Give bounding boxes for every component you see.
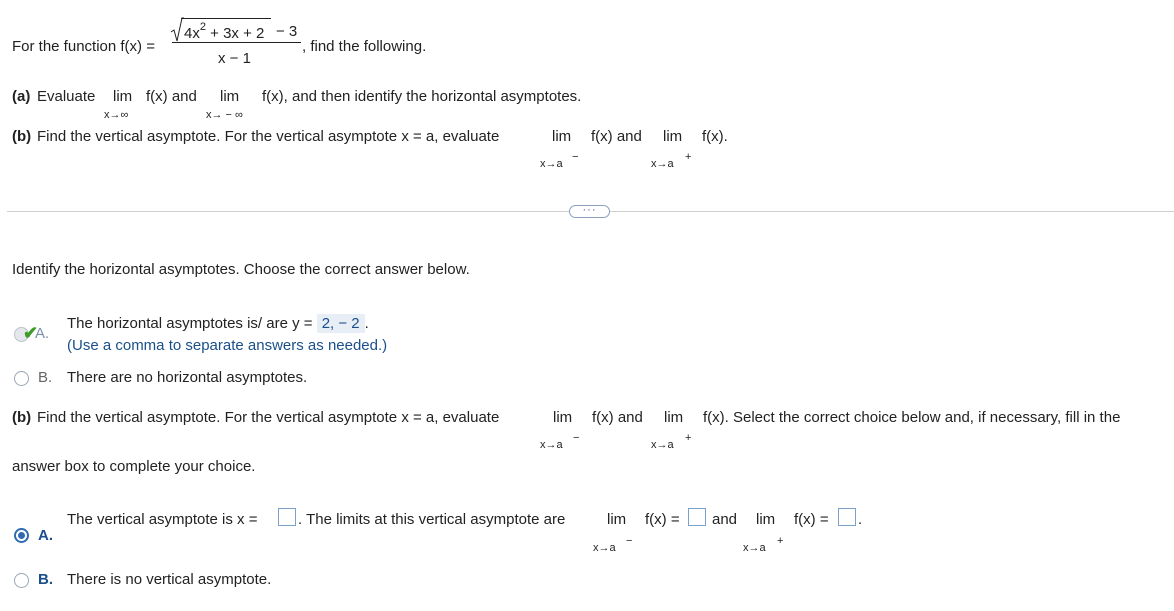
q2-sub2: x→a [651, 439, 674, 451]
part-a-sub1: x→∞ [104, 109, 129, 121]
part-a-text2: f(x), and then identify the horizontal asymptotes. [262, 88, 582, 105]
q2-lim2: lim [664, 409, 684, 426]
radical-sign-icon [170, 17, 184, 43]
q2-choice-a-letter: A. [38, 527, 53, 544]
part-b-lim1: lim [552, 128, 572, 145]
part-b-label: (b) [12, 128, 32, 145]
q2-fx1: f(x) and [592, 409, 643, 426]
q2-choice-a-radio[interactable] [14, 528, 29, 543]
q2-choice-a-text2: . The limits at this vertical asymptote are [298, 511, 566, 528]
numerator-minus-term: − 3 [276, 23, 298, 40]
q2-choice-a-sup2: + [777, 535, 784, 547]
q1-choice-a-letter: A. [35, 325, 50, 342]
q2-choice-a-period: . [858, 511, 863, 528]
q2-asymptote-input[interactable] [278, 508, 296, 526]
part-a-lim2: lim [220, 88, 240, 105]
q2-lim1: lim [553, 409, 573, 426]
q2-sup1: − [573, 432, 580, 444]
q1-answer-value[interactable]: 2, − 2 [317, 314, 365, 333]
q2-choice-a-sub2: x→a [743, 542, 766, 554]
part-a-label: (a) [12, 88, 31, 105]
q2-left-limit-input[interactable] [688, 508, 706, 526]
denominator: x − 1 [218, 50, 251, 67]
q2-choice-b-radio[interactable] [14, 573, 29, 588]
function-intro-suffix: , find the following. [302, 38, 427, 55]
q2-right-limit-input[interactable] [838, 508, 856, 526]
part-b-sup2: + [685, 151, 692, 163]
part-a-lim1: lim [113, 88, 133, 105]
q2-label: (b) [12, 409, 32, 426]
q2-line2: answer box to complete your choice. [12, 458, 256, 475]
q2-sup2: + [685, 432, 692, 444]
part-b-sub1: x→a [540, 158, 563, 170]
part-a-sub2: x→ − ∞ [206, 109, 243, 121]
q1-choice-b-radio[interactable] [14, 371, 29, 386]
part-b-fx1: f(x) and [591, 128, 642, 145]
function-intro: For the function f(x) = [12, 38, 155, 55]
q1-choice-a-text: The horizontal asymptotes is/ are y = 2, − 2 . [67, 315, 369, 332]
q2-choice-a-sup1: − [626, 535, 633, 547]
numerator-radicand: $4x^2 + 3x + 2$ [184, 21, 265, 42]
q2-sub1: x→a [540, 439, 563, 451]
q2-choice-a-lim1: lim [607, 511, 627, 528]
q2-choice-a-fx2: f(x) = [794, 511, 829, 528]
question1-prompt: Identify the horizontal asymptotes. Choose the correct answer below. [12, 261, 470, 278]
radical-vinculum [181, 18, 271, 19]
q2-text: Find the vertical asymptote. For the vertical asymptote x = a, evaluate [37, 409, 500, 426]
q1-choice-a-hint: (Use a comma to separate answers as needed.) [67, 337, 388, 354]
correct-check-icon: ✔ [23, 323, 39, 343]
q1-choice-b-letter: B. [38, 369, 53, 386]
part-b-sup1: − [572, 151, 579, 163]
q2-choice-a-sub1: x→a [593, 542, 616, 554]
part-b-sub2: x→a [651, 158, 674, 170]
fraction-bar [172, 42, 301, 43]
part-a-fx1: f(x) and [146, 88, 197, 105]
q2-choice-a-fx1: f(x) = [645, 511, 680, 528]
q2-choice-b-letter: B. [38, 571, 53, 588]
q2-choice-a-lim2: lim [756, 511, 776, 528]
show-more-button[interactable]: ··· [569, 205, 610, 218]
part-b-fx2: f(x). [702, 128, 728, 145]
part-b-lim2: lim [663, 128, 683, 145]
q1-choice-b-text: There are no horizontal asymptotes. [67, 369, 308, 386]
part-a-text: Evaluate [37, 88, 96, 105]
q2-choice-b-text: There is no vertical asymptote. [67, 571, 272, 588]
q2-choice-a-text1: The vertical asymptote is x = [67, 511, 258, 528]
q2-text2: f(x). Select the correct choice below and, if necessary, fill in the [703, 409, 1121, 426]
part-b-text: Find the vertical asymptote. For the vertical asymptote x = a, evaluate [37, 128, 500, 145]
q2-choice-a-and: and [712, 511, 738, 528]
